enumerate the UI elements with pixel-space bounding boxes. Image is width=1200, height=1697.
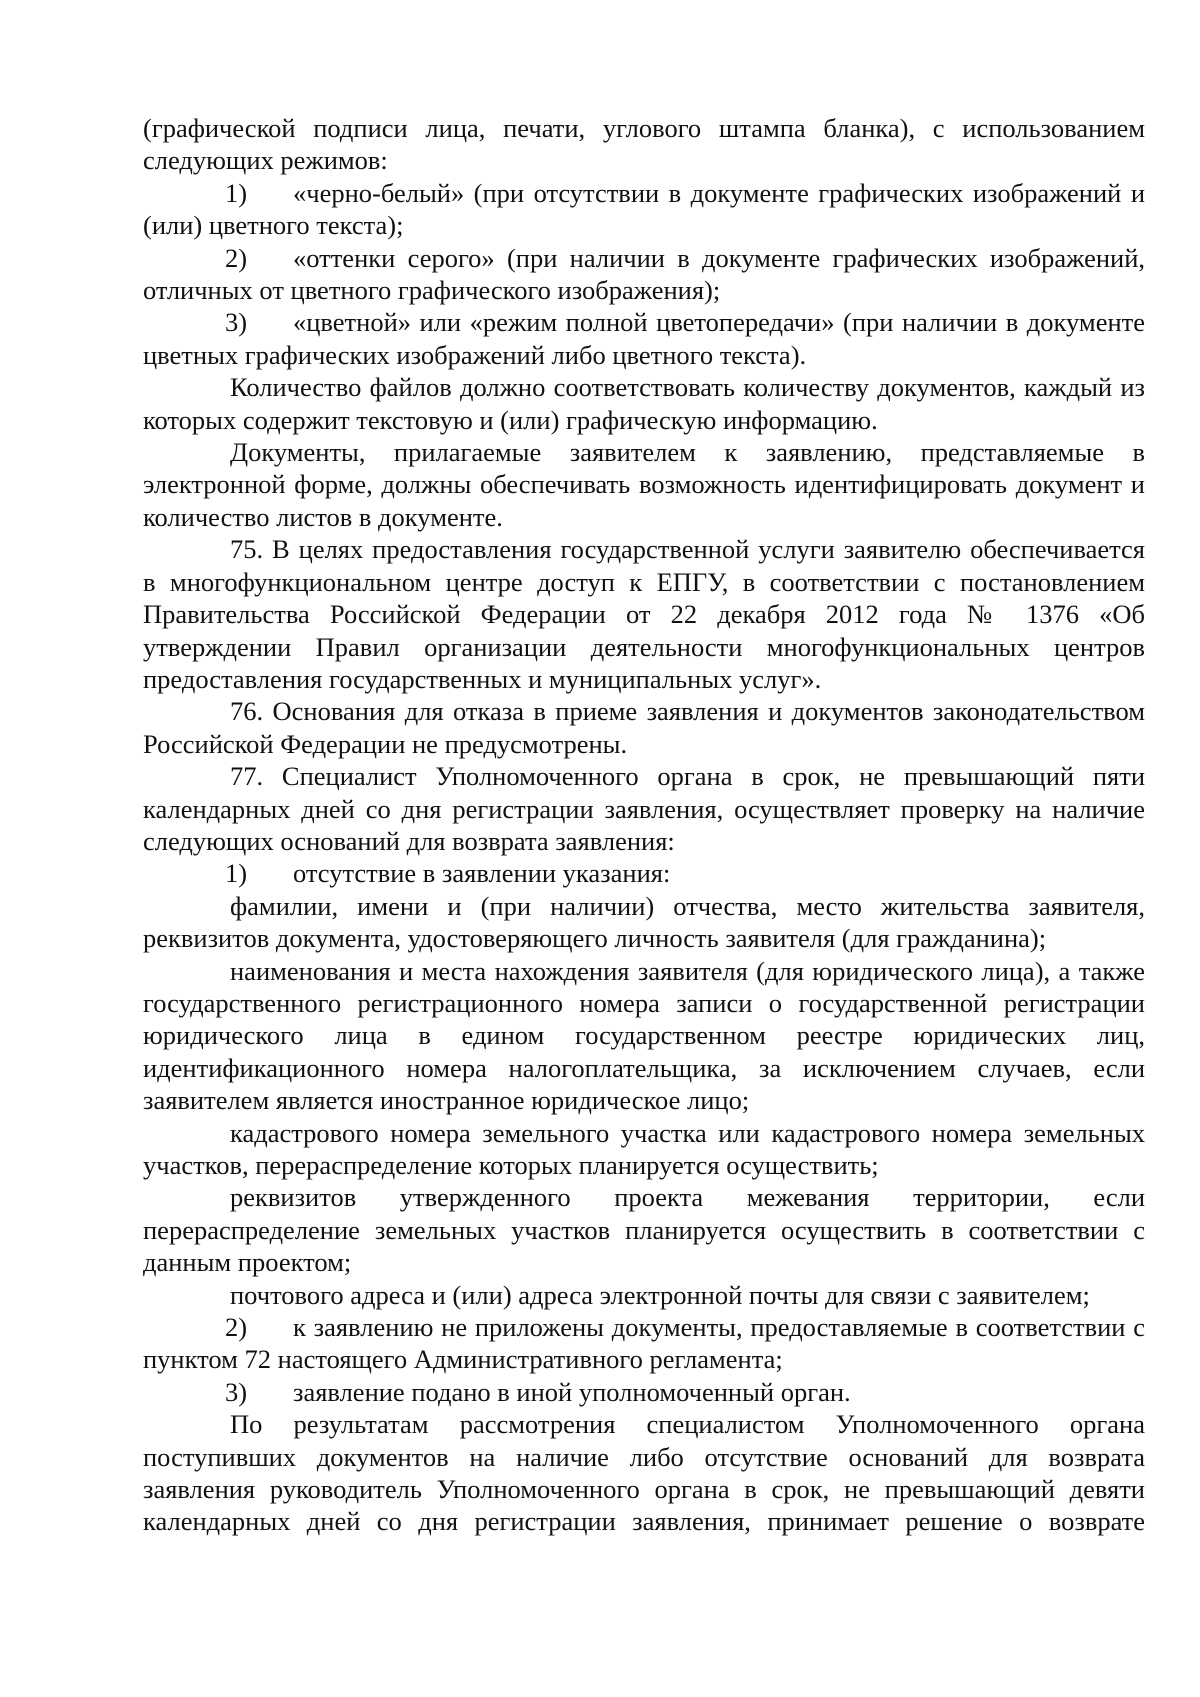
paragraph-continuation: (графической подписи лица, печати, углового штампа бланка), с использованием следующих режимов: (143, 113, 1145, 176)
list-item-text: «цветной» или «режим полной цветопередачи» (при наличии в документе цветных графических изображений либо цветного текста). (143, 307, 1145, 370)
list-item-3 (143, 306, 1145, 371)
paragraph-survey-project: реквизитов утвержденного проекта межевания территории, если перераспределение земельных участков планируется осуществить в соответствии с данным проектом; (143, 1182, 1145, 1278)
paragraph-cadastral-number: кадастрового номера земельного участка или кадастрового номера земельных участков, перераспределение которых планируется осуществить; (143, 1117, 1145, 1180)
list-item-1 (143, 857, 1145, 889)
list-item-number: 2) (225, 242, 248, 273)
paragraph-review-results: По результатам рассмотрения специалистом Уполномоченного органа поступивших документов на наличие либо отсутствие оснований для возврата заявления руководитель Уполномоченного органа в срок, не превышающий девяти календарных дней со дня регистрации заявления, принимает решение о возврате (143, 1409, 1145, 1537)
list-item-number: 3) (225, 307, 248, 338)
list-item-number: 2) (225, 1312, 248, 1343)
list-item-2 (143, 1311, 1145, 1376)
list-item-3 (143, 1376, 1145, 1408)
list-item-text: заявление подано в иной уполномоченный орган. (293, 1376, 851, 1407)
list-item-number: 1) (225, 858, 248, 889)
clause-75: 75. В целях предоставления государственной услуги заявителю обеспечивается в многофункциональном центре доступ к ЕПГУ, в соответствии с постановлением Правительства Российской Федерации от 22 декабря 2012 года № 1376 «Об утверждении Правил организации деятельности многофункциональных центров предоставления государственных и муниципальных услуг». (143, 534, 1145, 694)
clause-77: 77. Специалист Уполномоченного органа в срок, не превышающий пяти календарных дней со дня регистрации заявления, осуществляет проверку на наличие следующих оснований для возврата заявления: (143, 761, 1145, 856)
list-item-1 (143, 177, 1145, 242)
paragraph-citizen-details: фамилии, имени и (при наличии) отчества, место жительства заявителя, реквизитов документа, удостоверяющего личность заявителя (для гражданина); (143, 890, 1145, 954)
list-item-text: к заявлению не приложены документы, предоставляемые в соответствии с пунктом 72 настоящего Административного регламента; (143, 1312, 1145, 1375)
paragraph-legal-entity-details: наименования и места нахождения заявителя (для юридического лица), а также государственного регистрационного номера записи о государственной регистрации юридического лица в едином государственном реестре юридических лиц, идентификационного номера налогоплательщика, за исключением случаев, если заявителем является иностранное юридическое лицо; (143, 955, 1145, 1116)
list-item-number: 1) (225, 177, 248, 208)
paragraph-electronic-documents: Документы, прилагаемые заявителем к заявлению, представляемые в электронной форме, должны обеспечивать возможность идентифицировать документ и количество листов в документе. (143, 437, 1145, 532)
list-item-text: отсутствие в заявлении указания: (293, 858, 671, 889)
list-item-text: «черно-белый» (при отсутствии в документе графических изображений и (или) цветного текста); (143, 177, 1145, 241)
document-body (143, 112, 1145, 1538)
list-item-text: «оттенки серого» (при наличии в документе графических изображений, отличных от цветного графического изображения); (143, 242, 1145, 306)
paragraph-file-count: Количество файлов должно соответствовать количеству документов, каждый из которых содержит текстовую и (или) графическую информацию. (143, 372, 1145, 435)
list-item-number: 3) (225, 1376, 248, 1407)
clause-76: 76. Основания для отказа в приеме заявления и документов законодательством Российской Федерации не предусмотрены. (143, 696, 1145, 759)
paragraph-postal-address: почтового адреса и (или) адреса электронной почты для связи с заявителем; (230, 1279, 1090, 1310)
list-item-2 (143, 242, 1145, 307)
